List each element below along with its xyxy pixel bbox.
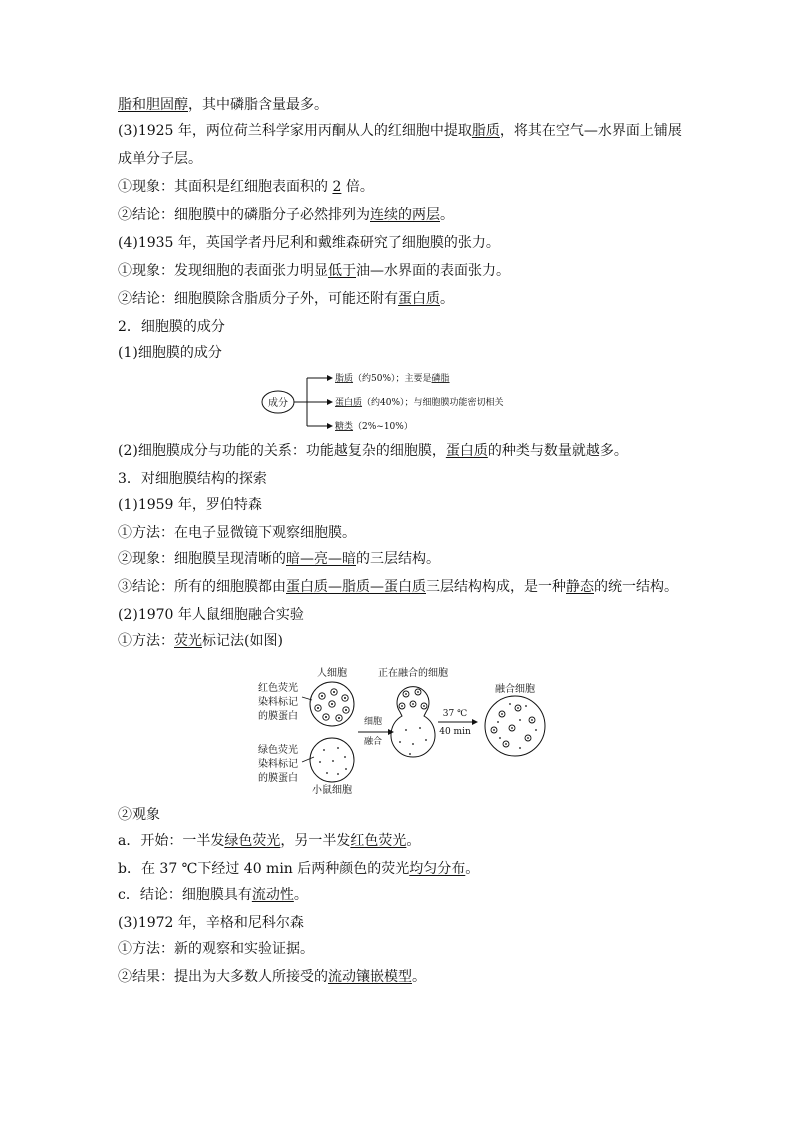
underlined-answer: 蛋白质 <box>445 443 488 459</box>
underlined-answer: 脂和胆固醇 <box>118 97 188 113</box>
green-label-line3: 的膜蛋白 <box>258 773 298 784</box>
underlined-answer: 脂质 <box>471 123 500 139</box>
text-line <box>118 524 356 542</box>
step2-line2: 40 min <box>439 727 471 737</box>
mouse-cell-proteins <box>319 747 347 775</box>
text-line <box>118 318 225 336</box>
text-line <box>118 122 682 140</box>
underlined-answer: 红色荧光 <box>350 833 407 849</box>
underlined-answer: 蛋白质—脂质—蛋白质 <box>286 579 426 595</box>
step1-line2: 融合 <box>363 737 383 747</box>
text-segment: a．开始：一半发 <box>118 833 225 849</box>
fusing-cell-label: 正在融合的细胞 <box>378 668 448 679</box>
text-segment: ，其中磷脂含量最多。 <box>188 97 328 113</box>
step1-line1: 细胞 <box>363 717 383 727</box>
text-segment: c．结论：细胞膜具有 <box>118 887 252 903</box>
text-segment: ③结论：所有的细胞膜都由 <box>118 579 286 595</box>
cell-fusion-diagram <box>250 662 560 800</box>
underlined-answer: 低于 <box>328 263 356 279</box>
fusing-cell <box>391 687 435 757</box>
text-segment: 2．细胞膜的成分 <box>118 319 225 335</box>
text-line <box>118 178 374 196</box>
green-label-line2: 染料标记 <box>258 759 298 770</box>
text-segment: ②现象：细胞膜呈现清晰的 <box>118 551 286 567</box>
composition-center-label: 成分 <box>268 398 288 409</box>
text-segment: 。 <box>465 861 480 877</box>
text-segment: (2)细胞膜成分与功能的关系：功能越复杂的细胞膜， <box>118 443 446 459</box>
red-label-line3: 的膜蛋白 <box>258 711 298 722</box>
text-segment: 。 <box>406 833 421 849</box>
mouse-cell <box>310 738 354 782</box>
text-line <box>118 262 510 280</box>
underlined-answer: 均匀分布 <box>409 861 466 877</box>
composition-item-lipid: 脂质（约50%）；主要是磷脂 <box>335 374 450 384</box>
text-line <box>118 206 454 224</box>
text-segment: 。 <box>412 969 426 985</box>
text-segment: 的统一结构。 <box>594 579 678 595</box>
text-segment: 3．对细胞膜结构的探索 <box>118 471 267 487</box>
text-line <box>118 442 628 460</box>
underlined-answer: 绿色荧光 <box>224 833 281 849</box>
text-line <box>118 550 440 568</box>
text-segment: ①现象：发现细胞的表面张力明显 <box>118 263 328 279</box>
mouse-cell-label: 小鼠细胞 <box>312 785 352 796</box>
green-label-line1: 绿色荧光 <box>258 745 298 756</box>
text-line <box>118 832 420 850</box>
text-line <box>118 968 426 986</box>
red-label-line2: 染料标记 <box>258 697 298 708</box>
fused-cell-label: 融合细胞 <box>495 684 535 695</box>
text-segment: ②结论：细胞膜除含脂质分子外，可能还附有 <box>118 291 398 307</box>
underlined-answer: 暗—亮—暗 <box>286 551 356 567</box>
text-segment: (2)1970 年人鼠细胞融合实验 <box>118 607 304 623</box>
text-line <box>118 96 328 114</box>
text-segment: ，另一半发 <box>280 833 351 849</box>
text-segment: 成单分子层。 <box>118 151 202 167</box>
membrane-composition-diagram <box>255 368 515 436</box>
red-label-line1: 红色荧光 <box>258 683 298 694</box>
text-segment: (1)细胞膜的成分 <box>118 345 222 361</box>
composition-item-sugar: 糖类（2%~10%） <box>335 422 413 432</box>
text-segment: ①现象：其面积是红细胞表面积的 <box>118 179 333 195</box>
text-segment: ②结果：提出为大多数人所接受的 <box>118 969 328 985</box>
text-segment: (1)1959 年，罗伯特森 <box>118 497 262 513</box>
underlined-answer: 2 <box>332 179 342 195</box>
text-segment: 的种类与数量就越多。 <box>487 443 628 459</box>
human-cell-label: 人细胞 <box>317 668 347 679</box>
underlined-answer: 荧光 <box>174 633 202 649</box>
composition-item-protein: 蛋白质（约40%）；与细胞膜功能密切相关 <box>335 398 504 408</box>
fused-cell-proteins <box>491 705 535 747</box>
text-line <box>118 234 500 252</box>
text-segment: b．在 37 ℃下经过 40 min 后两种颜色的荧光 <box>118 861 410 877</box>
text-segment: ①方法： <box>118 633 174 649</box>
text-segment: 标记法(如图) <box>202 633 283 649</box>
text-segment: ②结论：细胞膜中的磷脂分子必然排列为 <box>118 207 370 223</box>
text-segment: 。 <box>440 207 454 223</box>
fusing-cell-proteins <box>399 689 427 709</box>
text-line <box>118 860 479 878</box>
text-line <box>118 886 308 904</box>
text-line <box>118 344 222 362</box>
text-line <box>118 578 678 596</box>
text-segment: ①方法：在电子显微镜下观察细胞膜。 <box>118 525 356 541</box>
underlined-answer: 蛋白质 <box>398 291 440 307</box>
text-segment: 的三层结构。 <box>356 551 440 567</box>
text-segment: 。 <box>440 291 454 307</box>
text-segment: ①方法：新的观察和实验证据。 <box>118 941 314 957</box>
text-line <box>118 290 454 308</box>
underlined-answer: 连续的两层 <box>370 207 440 223</box>
text-segment: (4)1935 年，英国学者丹尼利和戴维森研究了细胞膜的张力。 <box>118 235 500 251</box>
text-segment: 油—水界面的表面张力。 <box>356 263 510 279</box>
text-line <box>118 914 304 932</box>
text-line <box>118 470 267 488</box>
underlined-answer: 静态 <box>566 579 594 595</box>
text-segment: ②观象 <box>118 807 160 823</box>
text-line <box>118 150 202 168</box>
fused-cell <box>485 696 545 756</box>
text-segment: 倍。 <box>341 179 374 195</box>
underlined-answer: 流动性 <box>251 887 294 903</box>
text-segment: (3)1972 年，辛格和尼科尔森 <box>118 915 304 931</box>
text-line <box>118 806 160 824</box>
text-segment: 三层结构构成，是一种 <box>426 579 566 595</box>
text-segment: 。 <box>293 887 308 903</box>
text-segment: ，将其在空气—水界面上铺展 <box>499 123 682 139</box>
text-line <box>118 940 314 958</box>
text-segment: (3)1925 年，两位荷兰科学家用丙酮从人的红细胞中提取 <box>118 123 472 139</box>
step2-line1: 37 ℃ <box>442 709 468 719</box>
underlined-answer: 流动镶嵌模型 <box>328 969 412 985</box>
text-line <box>118 496 262 514</box>
text-line <box>118 632 283 650</box>
text-line <box>118 606 304 624</box>
